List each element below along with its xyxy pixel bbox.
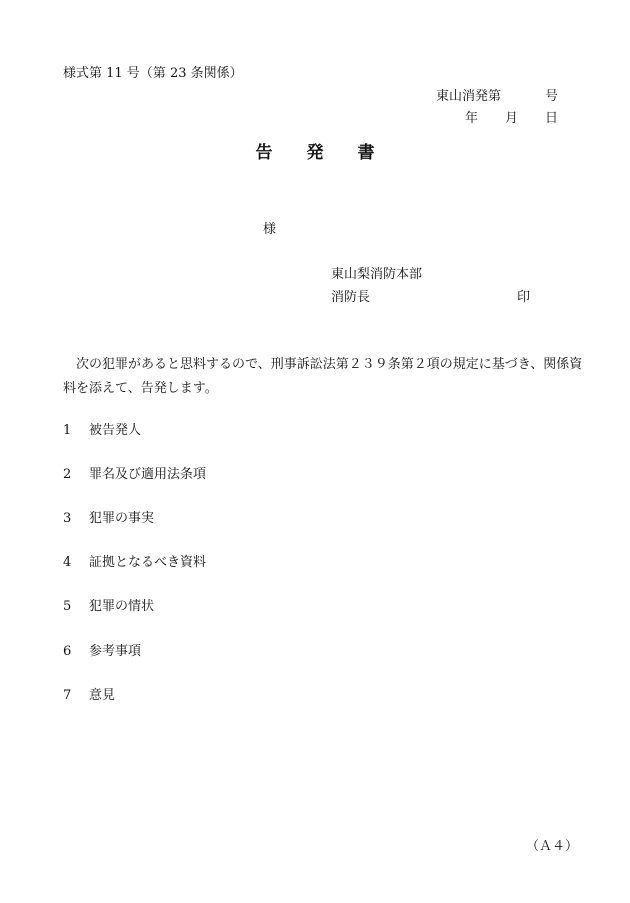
item-label: 被告発人 (89, 423, 142, 438)
list-item (63, 645, 141, 658)
item-number: 3 (63, 511, 72, 526)
title-char: 告 (255, 143, 273, 163)
body-text: 次の犯罪があると思料するので、刑事訴訟法第２３９条第２項の規定に基づき、関係資料を添えて、告発します。 (63, 357, 583, 396)
document-title (0, 145, 630, 162)
form-number: 様式第 11 号（第 23 条関係） (63, 66, 243, 81)
paper-size-label: （Ａ４） (526, 839, 579, 854)
issuer-organization: 東山梨消防本部 (331, 267, 423, 282)
item-number: 6 (63, 644, 72, 659)
item-number: 4 (63, 555, 72, 570)
item-label: 犯罪の情状 (89, 599, 155, 614)
date-day: 日 (545, 111, 559, 126)
item-label: 証拠となるべき資料 (89, 555, 207, 570)
item-number: 7 (63, 688, 72, 703)
date-year: 年 (465, 111, 479, 126)
item-label: 罪名及び適用法条項 (89, 467, 207, 482)
seal-mark: 印 (517, 290, 531, 305)
list-item (63, 600, 154, 613)
item-label: 犯罪の事実 (89, 511, 155, 526)
list-item (63, 424, 141, 437)
list-item (63, 512, 154, 525)
list-item (63, 689, 115, 702)
item-label: 意見 (89, 688, 116, 703)
issuer-title: 消防長 (331, 290, 371, 305)
title-char: 書 (357, 143, 375, 163)
date-month: 月 (505, 111, 519, 126)
title-char: 発 (306, 143, 324, 163)
addressee-suffix: 様 (263, 222, 277, 237)
item-number: 1 (63, 423, 72, 438)
list-item (63, 468, 206, 481)
item-number: 5 (63, 599, 72, 614)
reference-number-label: 東山消発第 (436, 89, 502, 104)
item-number: 2 (63, 467, 72, 482)
reference-number-suffix: 号 (545, 89, 559, 104)
list-item (63, 556, 206, 569)
item-label: 参考事項 (89, 644, 142, 659)
